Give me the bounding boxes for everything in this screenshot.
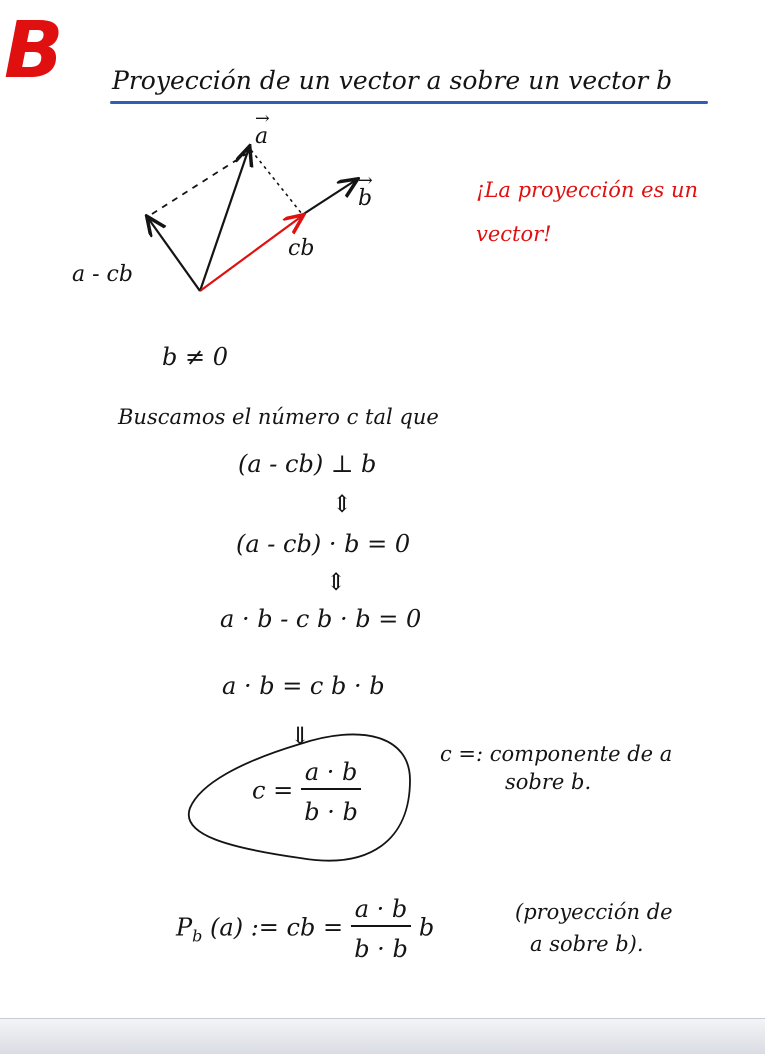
- page-title: Proyección de un vector a sobre un vector b: [112, 66, 673, 95]
- equivalence-icon: ⇕: [326, 568, 347, 596]
- implies-icon: ⇓: [290, 722, 311, 750]
- component-note-line2: sobre b.: [505, 770, 592, 794]
- dotted-perpendicular-line: [251, 150, 302, 214]
- section-letter: B: [4, 6, 64, 96]
- step-isolate: a · b = c b · b: [222, 672, 385, 700]
- result-formula: c = $\frac{a \cdot b}{b \cdot b}$: [252, 758, 361, 826]
- dashed-parallel-line: [152, 154, 246, 214]
- projection-formula: $P_b$ (a) := cb = $\frac{a \cdot b}{b \cdot b}$ b: [176, 895, 435, 963]
- component-note-line1: c =: componente de a: [440, 742, 673, 766]
- step-dot-zero: (a - cb) · b = 0: [236, 530, 411, 558]
- vector-b-arrow: [302, 180, 356, 215]
- label-b: → b: [358, 186, 372, 211]
- projection-note: ¡La proyección es un vector!: [476, 178, 699, 246]
- label-a-minus-cb: a - cb: [72, 262, 133, 287]
- step-perpendicular: (a - cb) ⊥ b: [238, 450, 377, 478]
- label-a: → a: [255, 124, 268, 149]
- equivalence-icon: ⇕: [332, 490, 353, 518]
- vector-a-arrow: [200, 148, 249, 291]
- label-cb: cb: [288, 236, 315, 261]
- step-expanded: a · b - c b · b = 0: [220, 605, 422, 633]
- intro-text: Buscamos el número c tal que: [118, 405, 439, 429]
- scan-bottom-edge: [0, 1018, 765, 1054]
- vector-a-minus-cb-arrow: [148, 218, 200, 291]
- projection-note-line2: a sobre b).: [530, 932, 644, 956]
- projection-note-line1: (proyección de: [515, 900, 673, 924]
- vector-cb-arrow: [200, 216, 302, 291]
- condition-b-nonzero: b ≠ 0: [162, 343, 228, 371]
